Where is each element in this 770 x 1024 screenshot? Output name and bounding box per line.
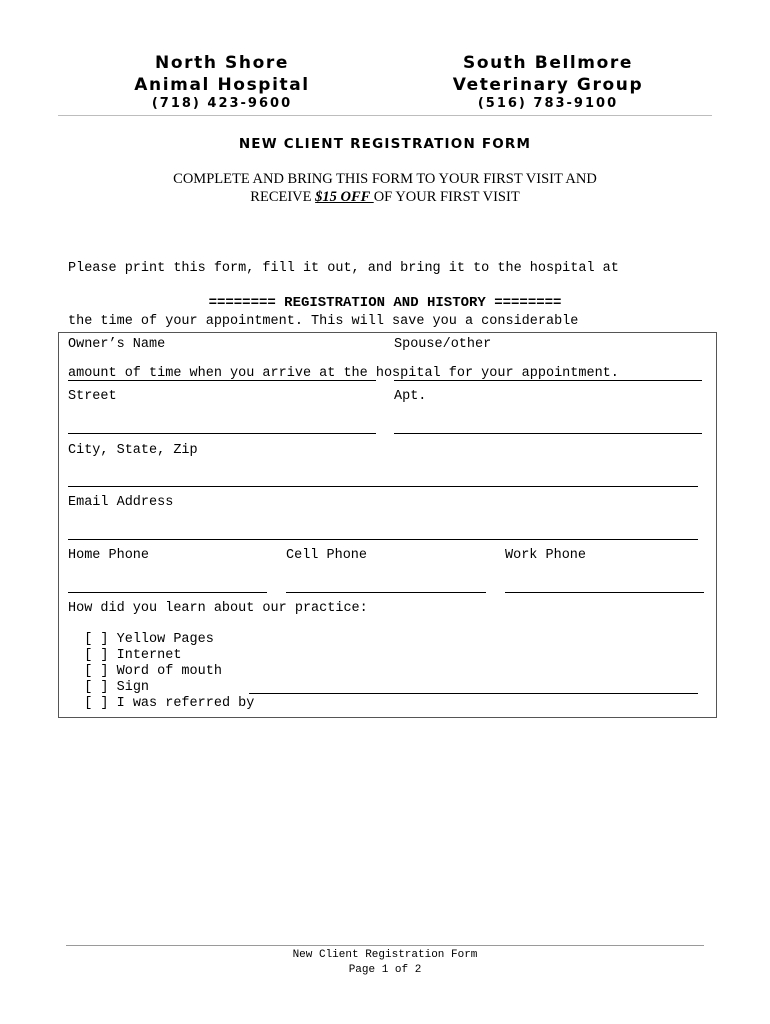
right-hospital-name-line1: South Bellmore — [462, 53, 634, 73]
footer-title: New Client Registration Form — [292, 949, 478, 961]
promo-text-before: RECEIVE — [250, 189, 316, 205]
left-hospital-name — [72, 52, 372, 96]
apt-label: Apt. — [394, 389, 427, 404]
referral-option-referred[interactable] — [68, 681, 254, 711]
street-field[interactable] — [68, 433, 376, 434]
promo-text-after: OF YOUR FIRST VISIT — [373, 189, 520, 205]
option-label: Internet — [116, 648, 182, 663]
checkbox[interactable]: [ ] — [84, 648, 109, 663]
promo-offer: $15 OFF — [315, 189, 374, 205]
checkbox[interactable]: [ ] — [84, 664, 109, 679]
email-label: Email Address — [68, 495, 174, 510]
intro-line: the time of your appointment. This will save you a considerable — [68, 313, 579, 329]
page-number: Page 1 of 2 — [348, 964, 422, 976]
apt-field[interactable] — [394, 433, 702, 434]
promo-line-2 — [0, 189, 770, 206]
owner-name-label: Owner’s Name — [68, 337, 166, 352]
city-state-zip-field[interactable] — [68, 486, 698, 487]
street-label: Street — [68, 389, 117, 404]
city-state-zip-label: City, State, Zip — [68, 443, 198, 458]
section-heading: ======== REGISTRATION AND HISTORY ======== — [208, 295, 562, 311]
promo-line-1: COMPLETE AND BRING THIS FORM TO YOUR FIRST VISIT AND — [173, 171, 597, 187]
intro-line: amount of time when you arrive at the hospital for your appointment. — [68, 366, 619, 381]
right-hospital-phone: (516) 783-9100 — [477, 96, 619, 111]
cell-phone-field[interactable] — [286, 592, 486, 593]
footer-divider — [66, 945, 704, 946]
left-hospital-name-line1: North Shore — [155, 53, 289, 73]
form-title: NEW CLIENT REGISTRATION FORM — [238, 136, 532, 152]
owner-name-field[interactable] — [68, 380, 376, 381]
checkbox[interactable]: [ ] — [84, 696, 109, 711]
work-phone-label: Work Phone — [505, 548, 587, 563]
email-field[interactable] — [68, 539, 698, 540]
referral-question: How did you learn about our practice: — [68, 601, 368, 616]
checkbox[interactable]: [ ] — [84, 680, 109, 695]
header-divider — [58, 115, 712, 116]
home-phone-label: Home Phone — [68, 548, 150, 563]
option-label: Yellow Pages — [116, 632, 214, 647]
cell-phone-label: Cell Phone — [286, 548, 368, 563]
left-hospital-phone: (718) 423-9600 — [151, 96, 293, 111]
right-hospital-name — [398, 52, 698, 96]
right-hospital-name-line2: Veterinary Group — [452, 75, 644, 95]
checkbox[interactable]: [ ] — [84, 632, 109, 647]
option-label: I was referred by — [116, 696, 255, 711]
spouse-other-field[interactable] — [394, 380, 702, 381]
option-label: Word of mouth — [116, 664, 222, 679]
referred-by-field[interactable] — [249, 693, 698, 694]
work-phone-field[interactable] — [505, 592, 704, 593]
home-phone-field[interactable] — [68, 592, 267, 593]
intro-line: Please print this form, fill it out, and bring it to the hospital at — [68, 261, 619, 276]
option-label: Sign — [116, 680, 150, 695]
left-hospital-name-line2: Animal Hospital — [134, 75, 310, 95]
spouse-other-label: Spouse/other — [394, 337, 492, 352]
